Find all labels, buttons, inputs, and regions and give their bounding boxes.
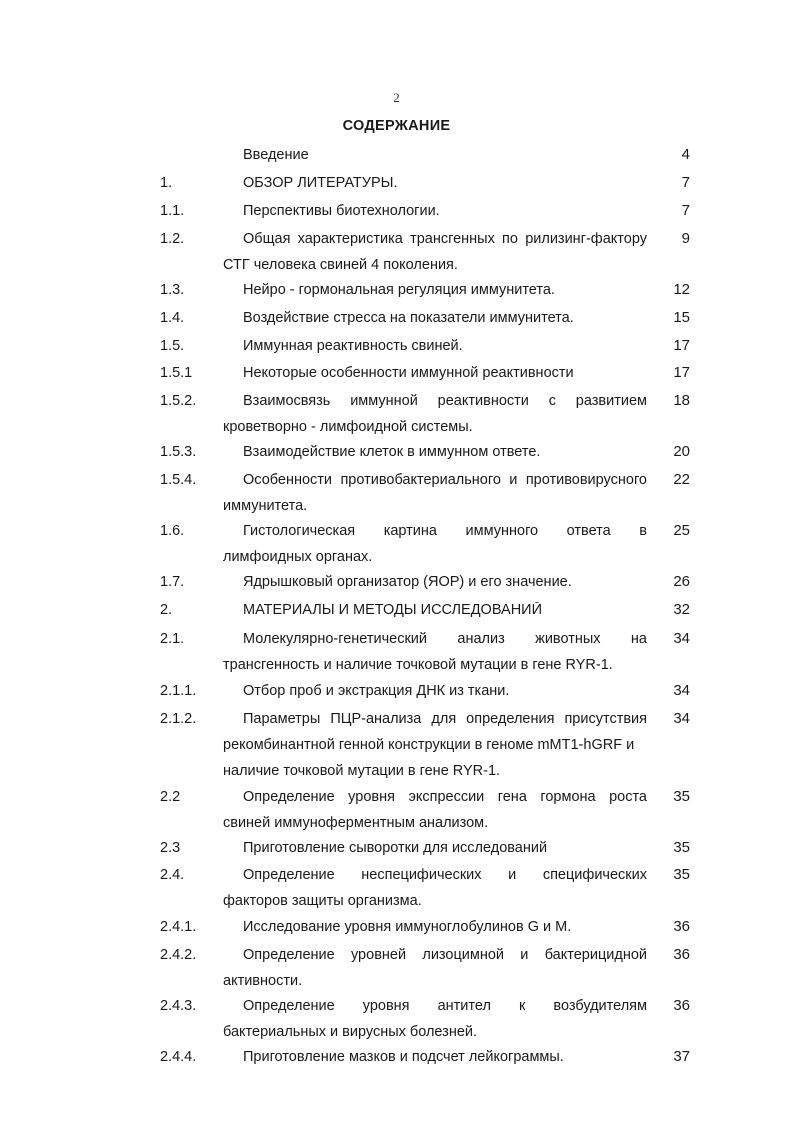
toc-entry-number: 2.3 — [160, 840, 181, 856]
toc-entry-number: 1.5.1 — [160, 365, 193, 381]
toc-entry-number: 2. — [160, 602, 173, 618]
toc-entry-page: 34 — [673, 630, 690, 647]
toc-entry-number: 1.1. — [160, 203, 185, 219]
toc-entry-title: Приготовление сыворотки для исследований — [243, 840, 548, 856]
toc-entry-title: Нейро - гормональная регуляция иммунитета. — [243, 282, 555, 298]
toc-entry-title: Исследование уровня иммуноглобулинов G и М. — [243, 919, 572, 935]
toc-entry-page: 18 — [673, 392, 690, 409]
toc-entry-page: 17 — [673, 364, 690, 381]
toc-entry-title: МАТЕРИАЛЫ И МЕТОДЫ ИССЛЕДОВАНИЙ — [243, 602, 543, 618]
toc-entry-number: 2.1. — [160, 631, 185, 647]
toc-entry-title: кроветворно - лимфоидной системы. — [223, 419, 473, 435]
toc-entry-number: 1.4. — [160, 310, 185, 326]
toc-entry-title: бактериальных и вирусных болезней. — [223, 1024, 478, 1040]
toc-entry-page: 36 — [673, 918, 690, 935]
toc-entry-title: Определение неспецифических и специфических — [243, 867, 647, 883]
toc-entry-title: Некоторые особенности иммунной реактивности — [243, 365, 574, 381]
toc-entry-page: 37 — [673, 1048, 690, 1065]
toc-entry-title: лимфоидных органах. — [223, 549, 373, 565]
toc-entry-page: 12 — [673, 281, 690, 298]
toc-entry-title: Перспективы биотехнологии. — [243, 203, 440, 219]
toc-entry-title: Параметры ПЦР-анализа для определения присутствия — [243, 711, 647, 727]
toc-entry-number: 2.4.3. — [160, 998, 197, 1014]
toc-entry-page: 17 — [673, 337, 690, 354]
toc-entry-title: Воздействие стресса на показатели иммунитета. — [243, 310, 574, 326]
toc-entry-title: Отбор проб и экстракция ДНК из ткани. — [243, 683, 510, 699]
toc-entry-page: 22 — [673, 471, 690, 488]
toc-entry-title: Иммунная реактивность свиней. — [243, 338, 463, 354]
toc-entry-title: Гистологическая картина иммунного ответа в — [243, 523, 647, 539]
toc-entry-title: Определение уровня антител к возбудителям — [243, 998, 647, 1014]
toc-entry-page: 35 — [673, 866, 690, 883]
toc-entry-page: 35 — [673, 788, 690, 805]
toc-entry-title: Ядрышковый организатор (ЯОР) и его значение. — [243, 574, 572, 590]
toc-entry-number: 2.1.2. — [160, 711, 197, 727]
toc-entry-title: активности. — [223, 973, 303, 989]
toc-entry-title: Определение уровня экспрессии гена гормона роста — [243, 789, 647, 805]
toc-entry-page: 4 — [681, 146, 690, 163]
toc-entry-page: 7 — [681, 174, 690, 191]
toc-entry-title: Взаимосвязь иммунной реактивности с развитием — [243, 393, 647, 409]
toc-entry-number: 1.7. — [160, 574, 185, 590]
toc-entry-number: 1. — [160, 175, 173, 191]
toc-entry-number: 1.5.3. — [160, 444, 197, 460]
toc-entry-number: 1.5. — [160, 338, 185, 354]
toc-entry-title: факторов защиты организма. — [223, 893, 422, 909]
toc-entry-number: 1.6. — [160, 523, 185, 539]
toc-entry-title: СТГ человека свиней 4 поколения. — [223, 257, 458, 273]
toc-entry-number: 1.3. — [160, 282, 185, 298]
toc-entry-page: 36 — [673, 997, 690, 1014]
toc-entry-number: 2.4.1. — [160, 919, 197, 935]
toc-entry-number: 2.4.2. — [160, 947, 197, 963]
toc-entry-title: Молекулярно-генетический анализ животных на — [243, 631, 647, 647]
toc-entry-page: 35 — [673, 839, 690, 856]
toc-entry-title: Определение уровней лизоцимной и бактерицидной — [243, 947, 647, 963]
toc-entry-title: Введение — [243, 147, 309, 163]
toc-entry-page: 20 — [673, 443, 690, 460]
toc-entry-number: 1.5.2. — [160, 393, 197, 409]
toc-entry-number: 2.2 — [160, 789, 181, 805]
toc-entry-page: 7 — [681, 202, 690, 219]
toc-entry-number: 2.4.4. — [160, 1049, 197, 1065]
toc-entry-page: 15 — [673, 309, 690, 326]
toc-entry-title: трансгенность и наличие точковой мутации в гене RYR-1. — [223, 657, 613, 673]
toc-entry-title: наличие точковой мутации в гене RYR-1. — [223, 763, 501, 779]
toc-entry-number: 2.4. — [160, 867, 185, 883]
toc-entry-number: 1.5.4. — [160, 472, 197, 488]
toc-entry-page: 34 — [673, 682, 690, 699]
page-number: 2 — [393, 90, 400, 105]
toc-entry-page: 34 — [673, 710, 690, 727]
toc-entry-title: рекомбинантной генной конструкции в геноме mMT1-hGRF и — [223, 737, 635, 753]
toc-entry-title: ОБЗОР ЛИТЕРАТУРЫ. — [243, 175, 398, 191]
toc-entry-page: 32 — [673, 601, 690, 618]
toc-entry-title: свиней иммуноферментным анализом. — [223, 815, 489, 831]
toc-entry-number: 1.2. — [160, 231, 185, 247]
toc-entry-title: Особенности противобактериального и противовирусного — [243, 472, 647, 488]
toc-entry-page: 26 — [673, 573, 690, 590]
toc-entry-number: 2.1.1. — [160, 683, 197, 699]
toc-entry-page: 25 — [673, 522, 690, 539]
toc-entry-title: Общая характеристика трансгенных по рилизинг-фактору — [243, 231, 647, 247]
toc-entry-page: 36 — [673, 946, 690, 963]
page-title: СОДЕРЖАНИЕ — [342, 118, 451, 134]
toc-entry-page: 9 — [681, 230, 690, 247]
toc-entry-title: Взаимодействие клеток в иммунном ответе. — [243, 444, 541, 460]
toc-entry-title: Приготовление мазков и подсчет лейкограммы. — [243, 1049, 564, 1065]
toc-entry-title: иммунитета. — [223, 498, 308, 514]
